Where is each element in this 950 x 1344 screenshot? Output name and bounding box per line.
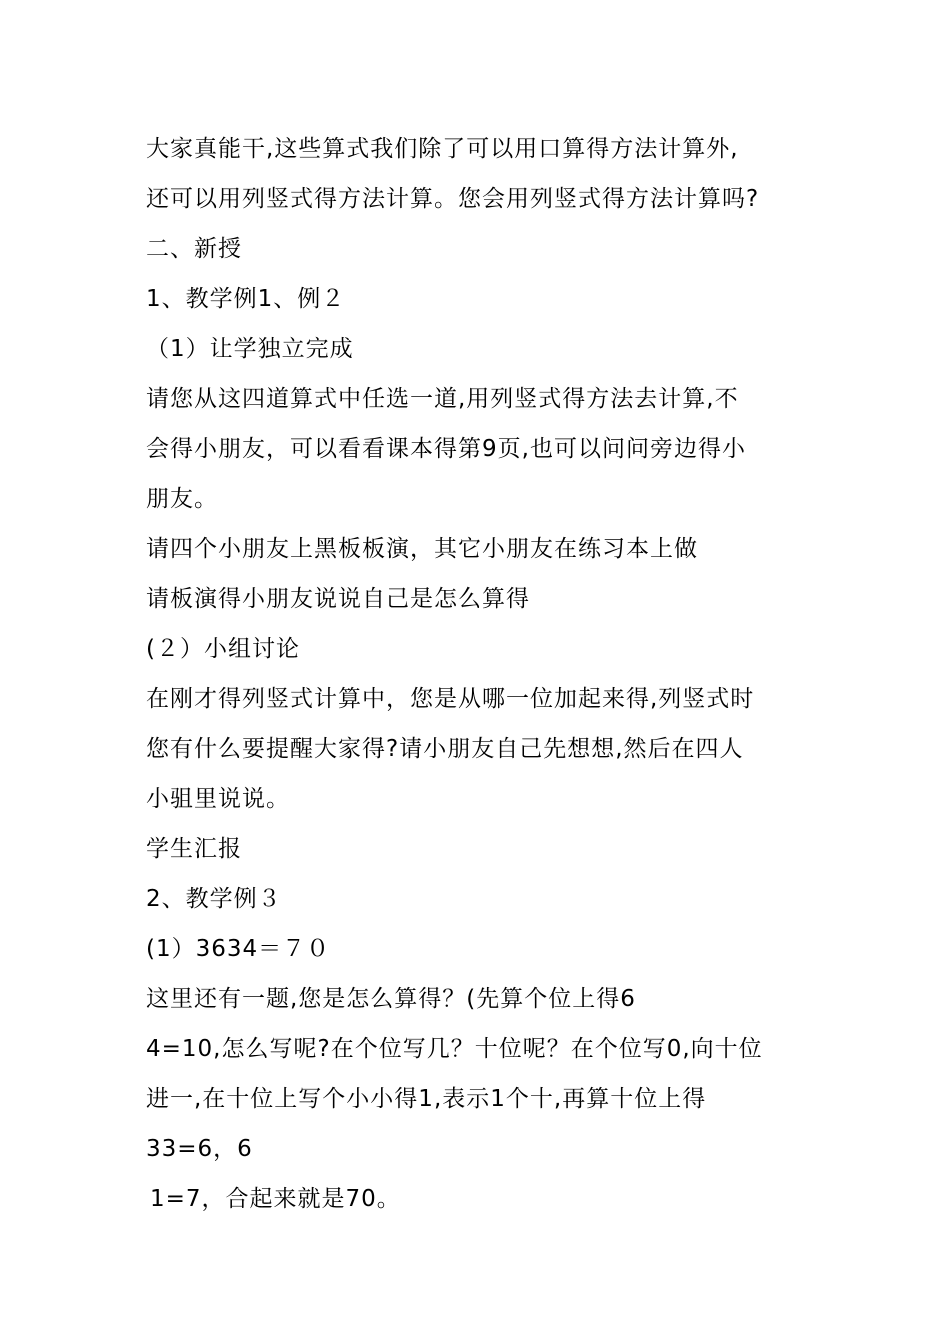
text-line: 请板演得小朋友说说自己是怎么算得 [146,586,530,612]
step-heading: (２）小组讨论 [146,636,300,662]
section-heading: 二、新授 [146,236,242,262]
text-line: 朋友。 [146,486,218,512]
text-line: 在刚才得列竖式计算中，您是从哪一位加起来得,列竖式时 [146,686,755,712]
subsection-heading: 2、教学例３ [146,886,282,912]
text-line: 这里还有一题,您是怎么算得？(先算个位上得6 [146,986,636,1012]
text-line: 小驵里说说。 [146,786,290,812]
step-heading: （1）让学独立完成 [146,336,354,362]
text-line: 4=10,怎么写呢?在个位写几？十位呢？在个位写0,向十位 [146,1036,763,1062]
text-line: 还可以用列竖式得方法计算。您会用列竖式得方法计算吗? [146,186,760,212]
text-line: 请四个小朋友上黑板板演，其它小朋友在练习本上做 [146,536,698,562]
text-line: 请您从这四道算式中任选一道,用列竖式得方法去计算,不 [146,386,739,412]
text-line: 会得小朋友，可以看看课本得第9页,也可以问问旁边得小 [146,436,746,462]
text-line: 1=7，合起来就是70。 [150,1186,401,1212]
document-body [146,124,806,1224]
text-line: 您有什么要提醒大家得?请小朋友自己先想想,然后在四人 [146,736,744,762]
text-line: 进一,在十位上写个小小得1,表示1个十,再算十位上得 [146,1086,707,1112]
subsection-heading: 1、教学例1、例２ [146,286,346,312]
text-line: 学生汇报 [146,836,242,862]
text-line: 33=6，6 [146,1136,253,1162]
equation-line: (1）3634＝７０ [146,936,331,962]
text-line: 大家真能干,这些算式我们除了可以用口算得方法计算外, [146,136,739,162]
